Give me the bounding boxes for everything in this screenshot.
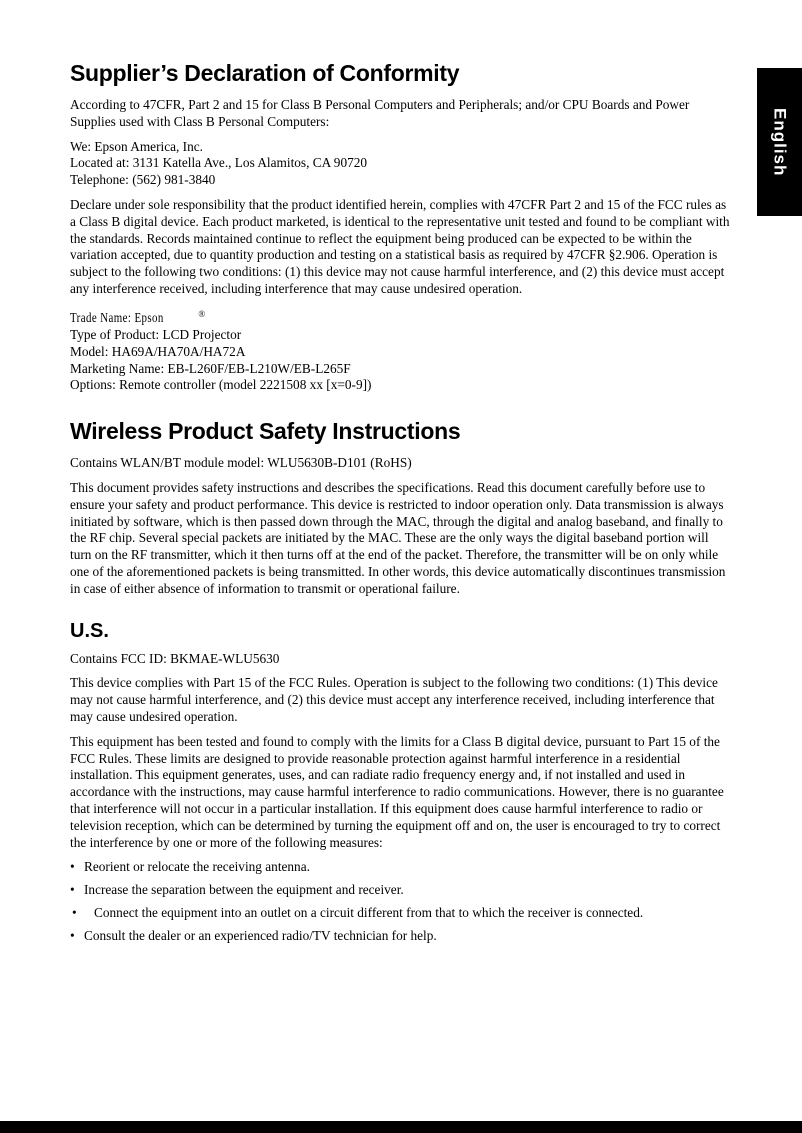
bullet-marker: • (70, 859, 75, 875)
bullet-text: Reorient or relocate the receiving antenna. (84, 859, 310, 875)
product-line: Model: HA69A/HA70A/HA72A (70, 343, 246, 359)
company-line: Telephone: (562) 981-3840 (70, 172, 216, 188)
company-line: We: Epson America, Inc. (70, 138, 203, 154)
us-paragraph-1: This device complies with Part 15 of the FCC Rules. Operation is subject to the following two conditions: (1) This device may not cause harmful interference, and (2) this device must accept any interference received, including interference that may cause undesired operation. (70, 675, 718, 724)
bullet-text: Connect the equipment into an outlet on a circuit different from that to which the receiver is connected. (94, 904, 644, 920)
bullet-marker: • (70, 927, 75, 943)
us-title: U.S. (70, 619, 109, 642)
trade-name-line (70, 306, 732, 327)
sdoc-product-block (70, 306, 732, 394)
product-line: Marketing Name: EB-L260F/EB-L210W/EB-L265F (70, 360, 351, 376)
bullet-item (70, 928, 732, 945)
bullet-item (70, 882, 732, 899)
language-tab-label: English (770, 107, 790, 177)
trade-name-text: Trade Name: Epson (70, 310, 164, 326)
bullet-item (70, 905, 732, 922)
product-line: Options: Remote controller (model 2221508 xx [x=0-9]) (70, 377, 372, 393)
bullet-marker: • (72, 904, 77, 920)
registered-trademark-symbol: ® (198, 308, 206, 319)
footer-bar (0, 1121, 802, 1133)
bullet-item (70, 859, 732, 876)
bullet-text: Consult the dealer or an experienced radio/TV technician for help. (84, 927, 437, 943)
sdoc-company-block (70, 139, 732, 189)
sdoc-intro: According to 47CFR, Part 2 and 15 for Class B Personal Computers and Peripherals; and/or CPU Boards and Power Supplies used with Class B Personal Computers: (70, 97, 690, 129)
product-line: Type of Product: LCD Projector (70, 326, 242, 342)
us-measures-list (70, 859, 732, 944)
page-content (70, 60, 732, 951)
company-line: Located at: 3131 Katella Ave., Los Alamitos, CA 90720 (70, 155, 368, 171)
wireless-module-line: Contains WLAN/BT module model: WLU5630B-D101 (RoHS) (70, 455, 412, 471)
bullet-marker: • (70, 882, 75, 898)
wireless-title: Wireless Product Safety Instructions (70, 418, 461, 445)
sdoc-title: Supplier’s Declaration of Conformity (70, 60, 460, 86)
language-tab (757, 68, 802, 216)
wireless-body: This document provides safety instructions and describes the specifications. Read this document carefully before use to ensure your safety and product performance. This device is restricted to indoor operation only. Data transmission is always initiated by software, which is then passed down through the MAC, through the digital and analog baseband, and finally to the RF chip. Several special packets are initiated by the MAC. These are the only ways the digital baseband portion will turn on the RF transmitter, which it then turns off at the end of the packet. Therefore, the transmitter will be on only while one of the aforementioned packets is being transmitted. In other words, this device automatically discontinues transmission in case of either absence of information to transmit or operational failure. (70, 479, 726, 596)
us-fcc-line: Contains FCC ID: BKMAE-WLU5630 (70, 650, 280, 666)
us-paragraph-2: This equipment has been tested and found to comply with the limits for a Class B digital device, pursuant to Part 15 of the FCC Rules. These limits are designed to provide reasonable protection against harmful interference in a residential installation. This equipment generates, uses, and can radiate radio frequency energy and, if not installed and used in accordance with the instructions, may cause harmful interference to radio communications. However, there is no guarantee that interference will not occur in a particular installation. If this equipment does cause harmful interference to radio or television reception, which can be determined by turning the equipment off and on, the user is encouraged to try to correct the interference by one or more of the following measures: (70, 733, 724, 850)
bullet-text: Increase the separation between the equipment and receiver. (84, 882, 404, 898)
sdoc-declaration: Declare under sole responsibility that the product identified herein, complies with 47CFR Part 2 and 15 of the FCC rules as a Class B digital device. Each product marketed, is identical to the representative unit tested and found to be compliant with the standards. Records maintained continue to reflect the equipment being produced can be expected to be within the variation accepted, due to quantity production and testing on a statistical basis as required by 47CFR §2.906. Operation is subject to the following two conditions: (1) this device may not cause harmful interference, and (2) this device must accept any interference received, including interference that may cause undesired operation. (70, 196, 730, 296)
